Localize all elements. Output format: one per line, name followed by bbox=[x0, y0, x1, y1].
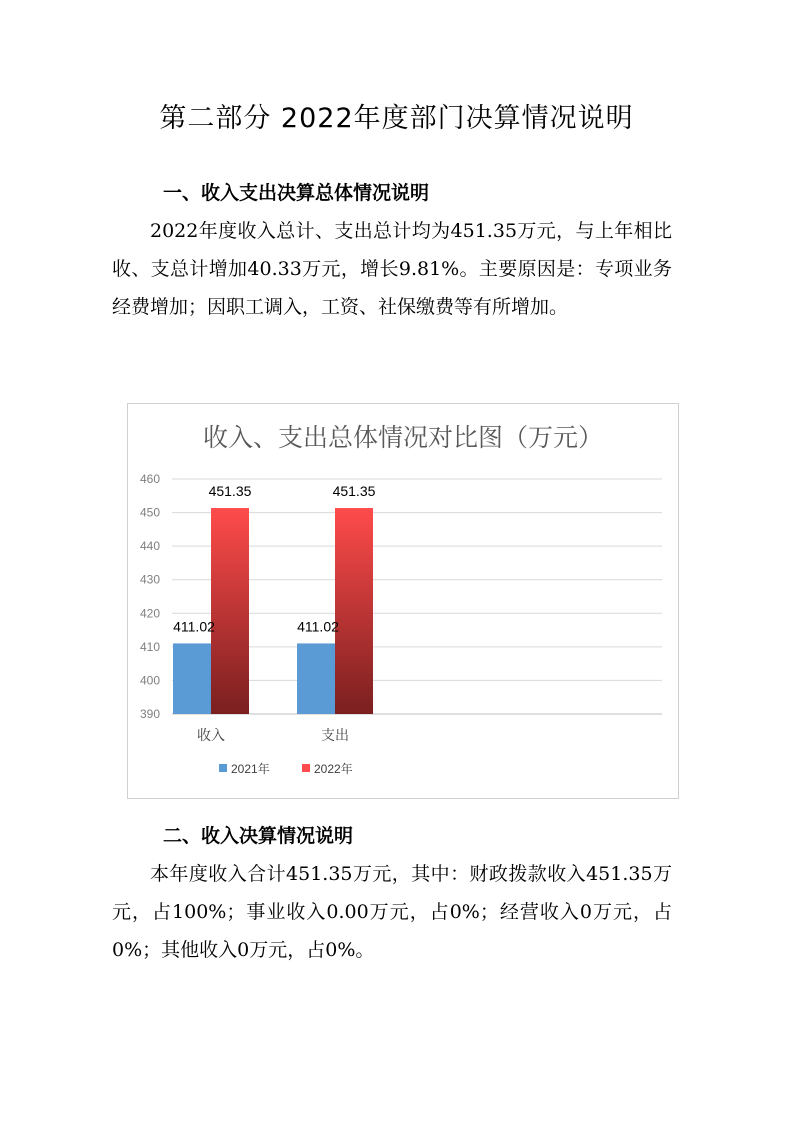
y-tick-label: 420 bbox=[139, 606, 160, 621]
bar-2021-1 bbox=[297, 643, 335, 714]
chart-title: 收入、支出总体情况对比图（万元） bbox=[202, 423, 604, 452]
category-label: 收入 bbox=[197, 728, 225, 744]
y-tick-label: 430 bbox=[139, 572, 160, 587]
data-label: 451.35 bbox=[332, 483, 376, 500]
y-tick-label: 400 bbox=[139, 673, 160, 688]
section-heading-income: 二、收入决算情况说明 bbox=[163, 825, 354, 847]
data-label: 451.35 bbox=[208, 483, 252, 500]
y-tick-label: 460 bbox=[139, 472, 160, 486]
chart-frame bbox=[127, 403, 679, 799]
data-label: 411.02 bbox=[173, 618, 215, 635]
income-expense-chart bbox=[128, 404, 678, 798]
legend-swatch bbox=[219, 764, 227, 772]
paragraph-overall: 2022年度收入总计、支出总计均为451.35万元，与上年相比收、支总计增加40.33万元，增长9.81%。主要原因是：专项业务经费增加；因职工调入，工资、社保缴费等有所增加。 bbox=[112, 220, 672, 318]
legend-label: 2022年 bbox=[314, 762, 353, 776]
legend-swatch bbox=[302, 764, 310, 772]
y-tick-label: 410 bbox=[139, 639, 160, 654]
bar-2022-0 bbox=[211, 508, 249, 714]
section-heading-overall: 一、收入支出决算总体情况说明 bbox=[163, 182, 430, 204]
y-tick-label: 450 bbox=[139, 505, 160, 520]
page-title: 第二部分 2022年度部门决算情况说明 bbox=[159, 103, 634, 134]
bar-2021-0 bbox=[173, 643, 211, 714]
y-tick-label: 440 bbox=[139, 539, 160, 554]
category-label: 支出 bbox=[321, 728, 349, 744]
paragraph-income: 本年度收入合计451.35万元，其中：财政拨款收入451.35万元，占100%；事业收入0.00万元，占0%；经营收入0万元，占0%；其他收入0万元，占0%。 bbox=[112, 863, 672, 961]
data-label: 411.02 bbox=[297, 618, 339, 635]
bar-2022-1 bbox=[335, 508, 373, 714]
y-tick-label: 390 bbox=[139, 707, 160, 721]
legend-label: 2021年 bbox=[231, 762, 270, 776]
